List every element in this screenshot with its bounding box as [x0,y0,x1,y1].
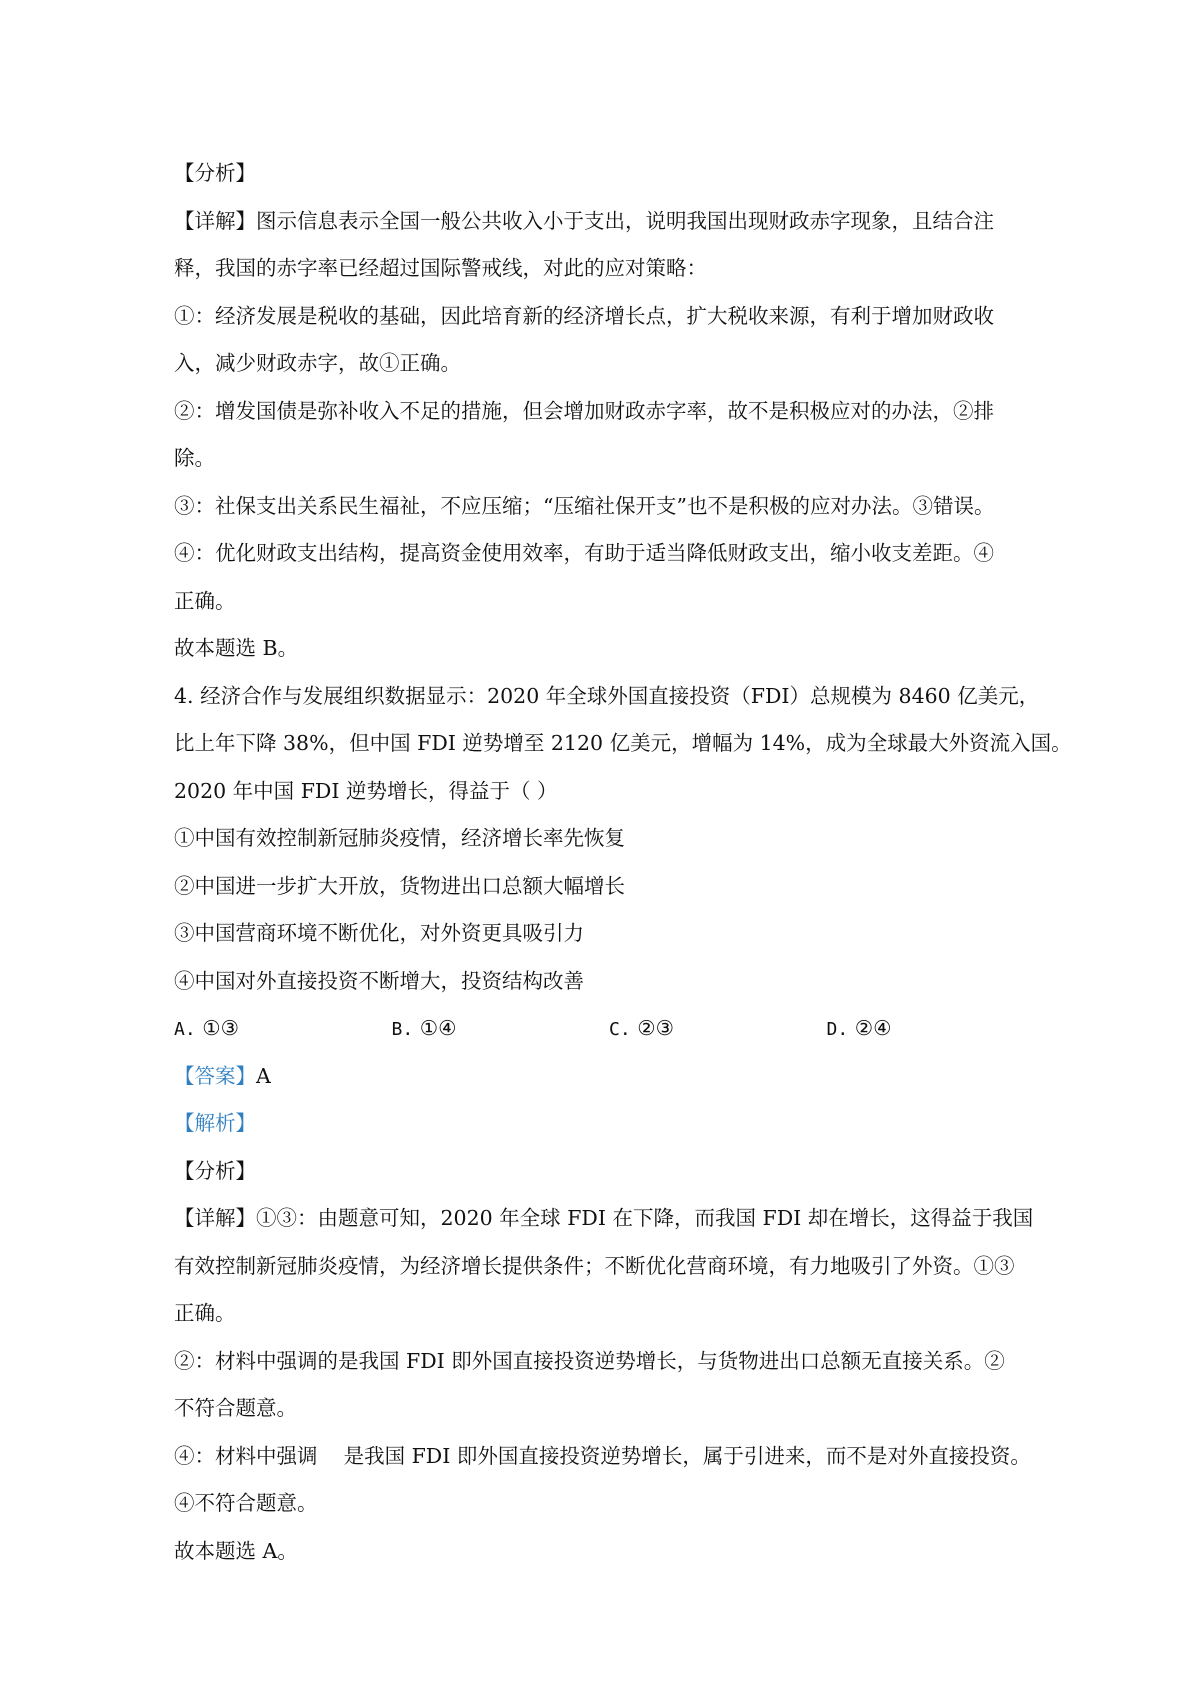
option-a [174,1005,392,1053]
answer-line [174,1053,1044,1101]
detail-line: ②：材料中强调的是我国 FDI 即外国直接投资逆势增长，与货物进出口总额无直接关系。② [174,1348,1005,1373]
item-line: 入，减少财政赤字，故①正确。 [174,351,461,375]
analysis-heading: 【分析】 [174,161,256,185]
answer-label: 【答案】 [174,1063,256,1088]
item-line: ①：经济发展是税收的基础，因此培育新的经济增长点，扩大税收来源，有利于增加财政收 [174,303,994,328]
option-text: ①④ [419,1016,457,1040]
statement: ③中国营商环境不断优化，对外资更具吸引力 [174,921,584,945]
analysis-heading: 【分析】 [174,1158,256,1183]
answer-options [174,1005,1044,1053]
item-line: 除。 [174,446,215,470]
option-c [609,1005,827,1053]
option-text: ①③ [202,1016,239,1040]
item-line: ②：增发国债是弥补收入不足的措施，但会增加财政赤字率，故不是积极应对的办法，②排 [174,398,994,423]
conclusion: 故本题选 B。 [174,636,299,660]
item-line: ④：优化财政支出结构，提高资金使用效率，有助于适当降低财政支出，缩小收支差距。④ [174,541,994,565]
explanation-label: 【解析】 [174,1111,256,1135]
item-line: 正确。 [174,588,236,613]
detail-line: 不符合题意。 [174,1396,297,1420]
detail-line: 有效控制新冠肺炎疫情，为经济增长提供条件；不断优化营商环境，有力地吸引了外资。①③ [174,1253,1015,1278]
question-stem: 比上年下降 38%，但中国 FDI 逆势增至 2120 亿美元，增幅为 14%，成为全球最大外资流入国。 [174,731,1072,755]
question-stem: 2020 年中国 FDI 逆势增长，得益于（ ） [174,778,558,803]
option-letter: A. [174,1019,196,1040]
detail-line: 释，我国的赤字率已经超过国际警戒线，对此的应对策略： [174,256,707,280]
detail-line: ④：材料中强调 是我国 FDI 即外国直接投资逆势增长，属于引进来，而不是对外直接投资。 [174,1443,1031,1468]
option-text: ②③ [637,1016,674,1040]
option-d [827,1005,1045,1053]
option-letter: B. [391,1019,414,1040]
option-text: ②④ [854,1016,892,1040]
conclusion: 故本题选 A。 [174,1538,298,1563]
detail-line: ④不符合题意。 [174,1491,318,1515]
item-line: ③：社保支出关系民生福祉，不应压缩；“压缩社保开支”也不是积极的应对办法。③错误。 [174,493,995,518]
statement: ②中国进一步扩大开放，货物进出口总额大幅增长 [174,873,625,898]
page-content [174,150,1072,1575]
detail-line: 【详解】①③：由题意可知，2020 年全球 FDI 在下降，而我国 FDI 却在增长，这得益于我国 [174,1206,1034,1230]
option-letter: C. [609,1019,631,1040]
statement: ④中国对外直接投资不断增大，投资结构改善 [174,968,584,993]
answer-value: A [256,1063,271,1088]
option-b [392,1005,610,1053]
option-letter: D. [826,1019,849,1040]
detail-line: 【详解】图示信息表示全国一般公共收入小于支出，说明我国出现财政赤字现象，且结合注 [174,208,994,233]
question-stem: 4. 经济合作与发展组织数据显示：2020 年全球外国直接投资（FDI）总规模为 8460 亿美元， [174,683,1040,708]
detail-line: 正确。 [174,1301,236,1325]
statement: ①中国有效控制新冠肺炎疫情，经济增长率先恢复 [174,826,625,850]
